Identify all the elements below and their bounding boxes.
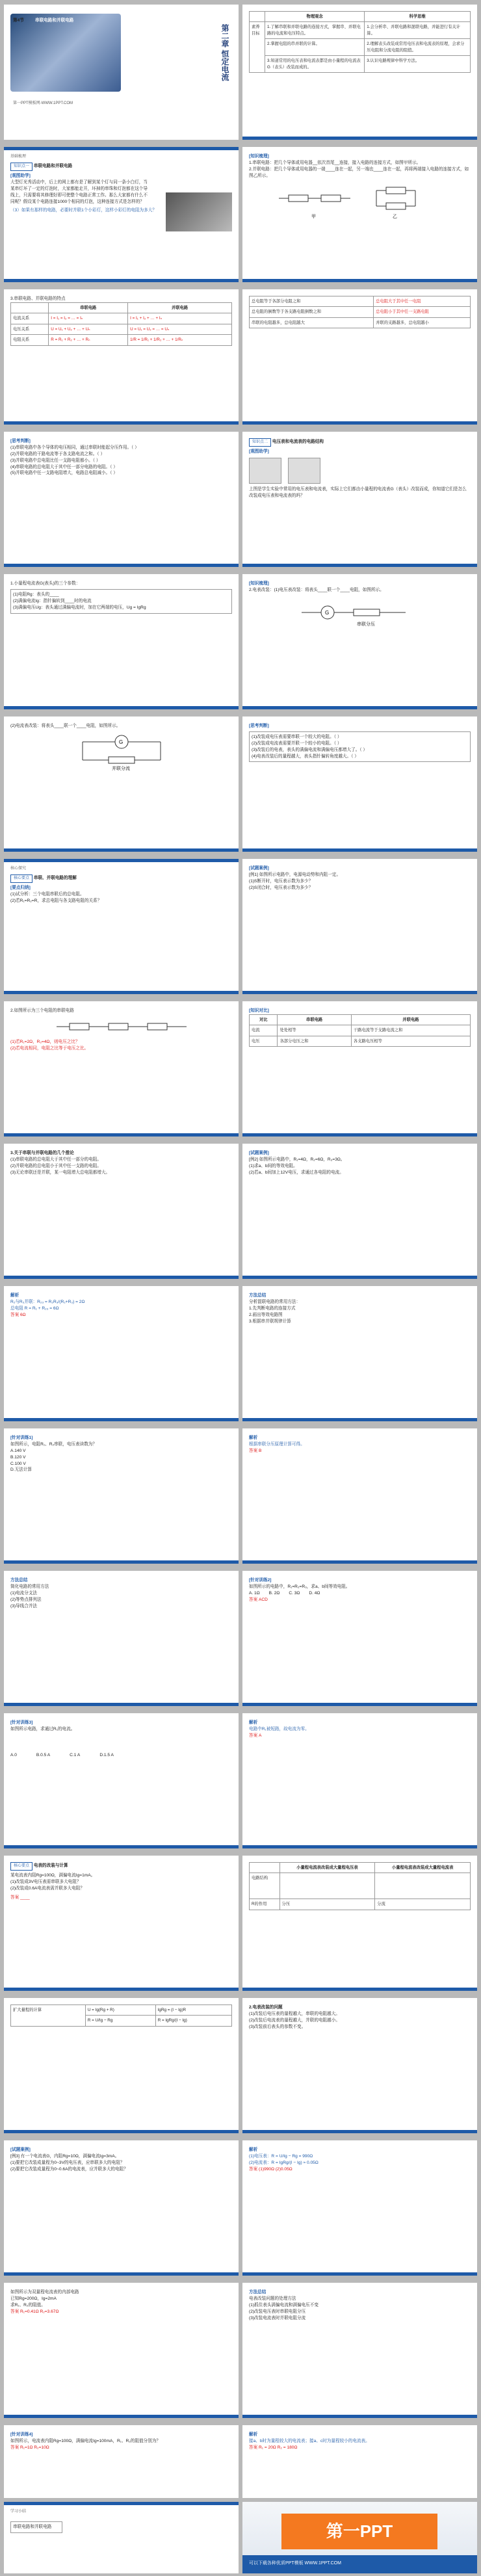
answer: 答案 6Ω <box>10 1312 26 1317</box>
section-heading: [观图助学] <box>10 174 31 178</box>
answer: 答案 R₁=1Ω R₂=10Ω <box>10 2445 49 2450</box>
td: I = I₁ = I₂ = … = Iₙ <box>49 313 128 324</box>
circuit-label: 串联分压 <box>356 622 375 627</box>
obj-cell: 1.会分析串、并联电路和混联电路，并能进行有关计算。 <box>365 22 471 39</box>
td: R = R₁ + R₂ + … + Rₙ <box>49 335 128 345</box>
slide-judge1 <box>4 432 239 567</box>
option: C.100 V <box>10 1461 26 1466</box>
th: 对比 <box>250 1014 278 1025</box>
option: A.0 <box>10 1752 17 1757</box>
option: C.1 A <box>70 1752 81 1757</box>
side-title: 第二章 恒定电流 <box>220 24 229 81</box>
question: [例3] 有一个电流表G，内阻Rg=10Ω，满偏电流Ig=3mA。 <box>10 2153 120 2159</box>
paragraph: 分析混联电路的常用方法： <box>249 1299 301 1304</box>
option: B.120 V <box>10 1454 26 1460</box>
series-parallel-diagram <box>276 182 445 221</box>
section-heading: 解析 <box>249 1720 258 1725</box>
mindmap-root: 串联电路和并联电路 <box>10 2521 62 2533</box>
slide-training3 <box>4 1713 239 1848</box>
slide-solution1 <box>4 1286 239 1421</box>
section-heading: 方法总结 <box>249 1293 266 1298</box>
paragraph: 简化电路的常用方法 <box>10 1584 49 1589</box>
brand-text: 第一PPT模板网-WWW.1PPT.COM <box>13 101 73 105</box>
slide-voltmeter <box>242 574 477 709</box>
th <box>11 302 49 313</box>
paragraph: 3.串联电路、并联电路的特点 <box>10 296 66 301</box>
range-table <box>10 2004 232 2027</box>
list-item: (2)等势点排列法 <box>10 1597 42 1602</box>
section-heading: [针对训练1] <box>10 1436 33 1440</box>
td: 分压 <box>280 1899 375 1910</box>
section-heading: [思考判断] <box>249 724 269 728</box>
question: 如图所示电路，求通过R₁的电流。 <box>10 1726 75 1731</box>
slide-core1 <box>4 859 239 994</box>
ammeter-circuit <box>57 732 187 771</box>
td: 总电阻等于各部分电阻之和 <box>250 296 374 307</box>
slide-solution2 <box>242 1428 477 1564</box>
photo-image <box>166 192 232 231</box>
section-heading: 解析 <box>249 2148 258 2152</box>
svg-text:G: G <box>324 609 329 616</box>
objectives-label: 素养目标 <box>250 22 265 73</box>
td: 总电阻小于其中任一支路电阻 <box>374 307 471 317</box>
cover-title: 串联电路和并联电路 <box>35 18 74 23</box>
nav-tab[interactable]: 基础梳理 <box>10 155 27 159</box>
section-heading: [针对训练3] <box>10 1720 33 1725</box>
slide-solution3 <box>242 1713 477 1848</box>
option: A. 1Ω <box>249 1590 260 1596</box>
judge-item: (5)并联电路中任一支路电阻增大，电路总电阻减小。（ ） <box>10 471 118 476</box>
section-heading: [知识梳理] <box>249 154 269 159</box>
slide-cover <box>4 5 239 140</box>
td: 干路电流等于支路电流之和 <box>351 1025 470 1036</box>
answer: 答案 R₁ = 20Ω R₂ = 180Ω <box>249 2445 298 2450</box>
slide-solution4 <box>242 2140 477 2276</box>
obj-cell: 2.掌握电阻的串并联的计算。 <box>265 39 365 56</box>
point-label: 核心要点 <box>10 874 32 883</box>
question: 如图所示，电流表内阻Rg=100Ω，满偏电流Ig=100mA，R₁、R₂的阻值分别为？ <box>10 2438 161 2443</box>
question: （3）如果有那样的电路，必要时并联1个小彩灯，这样小彩灯的电阻为多大？ <box>10 208 157 213</box>
question: [例1] 如图所示电路中，电源电动势和内阻一定。 <box>249 872 341 877</box>
answer: 答案 A <box>249 1733 262 1738</box>
diagram-label: 乙 <box>392 214 397 219</box>
question: (1)改装成3V电压表需串联多大电阻？ <box>10 1879 81 1884</box>
paragraph: 3.关于串联与并联电路的几个推论 <box>10 1151 74 1155</box>
paragraph: 接a、b时为量程较大的电流表；接a、c时为量程较小的电流表。 <box>249 2438 370 2443</box>
slide-method3 <box>242 2283 477 2418</box>
paragraph: (2)电流表：R = IgRg/(I − Ig) ≈ 0.05Ω <box>249 2160 318 2165</box>
voltmeter-image <box>288 458 320 484</box>
nav-tab[interactable]: 学习小结 <box>10 2510 27 2514</box>
td: 电流关系 <box>11 313 49 324</box>
section-heading: [针对训练4] <box>10 2432 33 2437</box>
list-item: (3)改装前后表头的参数不变。 <box>249 2024 306 2029</box>
judge-item: (1)改装成电压表需要串联一个较大的电阻。（ ） <box>252 734 342 739</box>
list-item: (3)无论串联还是并联，某一电阻增大总电阻都增大。 <box>10 1170 110 1175</box>
paragraph: R₂与R₃并联：R₂₃ = R₂R₃/(R₂+R₃) = 2Ω <box>10 1299 85 1304</box>
ammeter-image <box>249 458 281 484</box>
question: 如图所示，电阻R₁、R₂串联，电压表读数为？ <box>10 1441 97 1447</box>
slide-solution5 <box>242 2425 477 2498</box>
slide-core2: 核心要点 电表的改装与计算 某电流表内阻Rg=100Ω，满偏电流Ig=1mA。 (1)改装成3V电压表需串联多大电阻？ (2)改装成0.6A电流表需并联多大电阻？ 答案 ____ <box>4 1856 239 1991</box>
slide-modify-table <box>242 1856 477 1991</box>
section-heading: [试题案例] <box>249 1151 269 1155</box>
td: 各支路电压相等 <box>351 1036 470 1046</box>
th-left: 物理观念 <box>265 12 365 22</box>
option: D.无法计算 <box>10 1467 32 1473</box>
td: I = I₁ + I₂ + … + Iₙ <box>128 313 232 324</box>
option: B. 2Ω <box>268 1590 280 1596</box>
series-parallel-table <box>10 302 232 346</box>
paragraph: 如图所示为双量程电流表的内部电路 <box>10 2290 79 2294</box>
td: 电流 <box>250 1025 278 1036</box>
obj-cell: 3.知道常用的电压表和电流表都是由小量程的电流表G（表头）改装而成的。 <box>265 56 365 73</box>
compare-table <box>249 1014 471 1047</box>
paragraph: (1)电压表：R = U/Ig − Rg = 990Ω <box>249 2153 313 2159</box>
paragraph: 2.如图所示为三个电阻的串联电路 <box>10 1008 74 1013</box>
judge-item: (1)串联电路中各个导体的电压相同，通过串联时能起分压作用。（ ） <box>10 445 139 450</box>
list-item: (3)改装电流表时并联电阻分流 <box>249 2315 306 2320</box>
paragraph: 2.并联电路：把几个导体或用电器的一端____连在一起，另一端也____连在一起，再将两端接入电路的连接方式，如图乙所示。 <box>249 166 469 178</box>
section-heading: 解析 <box>249 1436 258 1440</box>
answer-line: (2)若电流相同，电阻之比等于电压之比。 <box>10 1045 89 1051</box>
list-item: 3.根据串并联规律计算 <box>249 1319 291 1324</box>
list-item: (2)改装电压表时串联电阻分压 <box>249 2309 306 2314</box>
td: 串联的电阻越多，总电阻越大 <box>250 317 374 328</box>
section-heading: [观图助学] <box>249 449 269 454</box>
answer: 答案 R₁=0.41Ω R₂=3.67Ω <box>10 2309 59 2314</box>
th: 并联电路 <box>351 1014 470 1025</box>
section-heading: 解析 <box>10 1293 20 1298</box>
slide-table2 <box>242 289 477 425</box>
diagram-label: 甲 <box>311 214 316 219</box>
list-item: (2)并联电路的总电阻小于其中任一支路的电阻。 <box>10 1163 101 1168</box>
list-item: (2)改装后电流表的量程越大，并联的电阻越小。 <box>249 2017 340 2023</box>
td: 电压关系 <box>11 324 49 334</box>
td: R = U/Ig − Rg <box>85 2016 155 2026</box>
judge-item: (2)并联电路的干路电流等于各支路电流之和。（ ） <box>10 451 105 456</box>
question: (1)S断开时，电压表示数为多少？ <box>249 878 313 884</box>
paragraph: 电表改装问题的处理方法 <box>249 2296 296 2301</box>
question: (2)改装成0.6A电流表需并联多大电阻？ <box>10 1886 84 1891</box>
modify-table <box>249 1862 471 1910</box>
paragraph: 大型灯光秀活动中，后上的网上都有是了解到某个灯与同一条小白灯，当某串灯坏了一定的灯泡时，大家都能走开，坏掉的串珠和灯泡都在这个导线上，只需要将其修理好即可使整个电路正常工作。那么大家都有什么不同呢？假设某个电路连接1000个相同的灯泡，这种连接方式是怎样的？ <box>10 179 148 204</box>
list-item: (1)串联电路的总电阻大于其中任一部分的电阻。 <box>10 1157 101 1162</box>
option: B.0.5 A <box>36 1752 51 1757</box>
point-title: 串联、并联电路的理解 <box>33 876 77 880</box>
point-label: 知识点二 <box>249 438 271 447</box>
paragraph: 1.串联电路：把几个导体或用电器__依次首尾__连接，接入电路的连接方式，如图甲所示。 <box>249 160 421 165</box>
paragraph: (2)电流表改装：将表头____联一个____电阻，如图所示。 <box>10 724 121 728</box>
td: 扩大量程的计算 <box>11 2005 86 2027</box>
td: 电阻关系 <box>11 335 49 345</box>
td: 并联的支路越多，总电阻越小 <box>374 317 471 328</box>
section-heading: 方法总结 <box>249 2290 266 2294</box>
slide-judge2 <box>242 716 477 852</box>
answer: 答案 ACD <box>249 1597 268 1602</box>
slide-knowledge2 <box>242 432 477 567</box>
slide-objectives <box>242 5 477 140</box>
td: U = U₁ = U₂ = … = Uₙ <box>128 324 232 334</box>
list-item: (1)抓住表头满偏电流和满偏电压不变 <box>249 2302 318 2307</box>
paragraph: 根据串联分压原理计算可得。 <box>249 1441 305 1447</box>
option: D.1.5 A <box>99 1752 114 1757</box>
slide-training4 <box>4 2425 239 2498</box>
judge-item: (2)改装成电流表需要并联一个较小的电阻。（ ） <box>252 741 342 746</box>
td: IgRg = (I − Ig)R <box>155 2005 231 2016</box>
list-item: (3)导线合并法 <box>10 1603 38 1609</box>
list-item: 1.先判断电路的连接方式 <box>249 1306 296 1311</box>
slide-method1 <box>242 1286 477 1421</box>
brand-footer: 可以下载各种优质PPT模板 WWW.1PPT.COM <box>242 2555 477 2573</box>
slide-compare <box>242 1001 477 1137</box>
slide-inference <box>4 1144 239 1279</box>
question: 某电流表内阻Rg=100Ω，满偏电流Ig=1mA。 <box>10 1873 96 1878</box>
td: 总电阻大于其中任一电阻 <box>374 296 471 307</box>
answer: 答案 B <box>249 1448 262 1453</box>
td: U = Ig(Rg + R) <box>85 2005 155 2016</box>
judge-item: (3)改装后的电表，表头的满偏电流和满偏电压都增大了。（ ） <box>252 747 368 752</box>
td: 电压 <box>250 1036 278 1046</box>
th: 串联电路 <box>49 302 128 313</box>
section-heading: [知识对比] <box>249 1008 269 1013</box>
judge-item: (4)串联电路的总电阻大于其中任一部分电路的电阻。（ ） <box>10 464 118 469</box>
td: 分流 <box>375 1899 471 1910</box>
td: 各部分电压之和 <box>278 1036 351 1046</box>
question: (1)试分析：三个电阻串联后的总电阻。 <box>10 891 84 897</box>
th-right: 科学思维 <box>365 12 471 22</box>
list-item: (1)改装后电压表的量程越大，串联的电阻越大。 <box>249 2011 340 2016</box>
slide-ammeter <box>4 716 239 852</box>
point-title: 电表的改装与计算 <box>33 1863 68 1868</box>
param-item: (1)电阻Rg：表头的____ <box>13 592 59 597</box>
th <box>250 1863 280 1873</box>
judge-item: (3)并联电路中总电阻比任一支路电阻都小。（ ） <box>10 458 101 463</box>
option: C. 3Ω <box>289 1590 300 1596</box>
question: (1)求a、b间的等效电阻。 <box>249 1163 298 1168</box>
list-item: 2.画出等效电路图 <box>249 1312 283 1317</box>
section-heading: [试题案例] <box>10 2148 31 2152</box>
param-item: (2)满偏电流Ig：指针偏转到____时的电流 <box>13 598 92 603</box>
section-heading: [针对训练2] <box>249 1578 272 1583</box>
paragraph: 已知Rg=200Ω，Ig=2mA <box>10 2296 57 2301</box>
point-label: 知识点一 <box>10 163 32 171</box>
td: R = IgRg/(I − Ig) <box>155 2016 231 2026</box>
option: A.140 V <box>10 1448 26 1453</box>
slide-example2 <box>242 1144 477 1279</box>
question: (1)要把它改装成量程为0~3V的电压表，应串联多大的电阻？ <box>10 2160 125 2165</box>
th: 小量程电流表改装成大量程电压表 <box>280 1863 375 1873</box>
slide-brand <box>242 2502 477 2573</box>
slide-example3 <box>4 2140 239 2276</box>
slide-series3 <box>4 1001 239 1137</box>
param-item: (3)满偏电压Ug：表头通过满偏电流时，加在它两端的电压，Ug = IgRg <box>13 605 146 610</box>
section-heading: [要点归纳] <box>10 886 31 890</box>
td: 电路结构 <box>250 1873 280 1899</box>
paragraph: 电路中R₁被短路，故电流为零。 <box>249 1726 309 1731</box>
section-heading: [试题案例] <box>249 866 269 871</box>
question: (2)若R₁=R₂=R，求总电阻与各支路电阻的关系？ <box>10 898 102 903</box>
voltmeter-circuit <box>295 596 425 629</box>
svg-text:G: G <box>118 739 123 745</box>
td: R的作用 <box>250 1899 280 1910</box>
point-label: 核心要点 <box>10 1862 32 1871</box>
slide-knowledge1 <box>4 147 239 282</box>
obj-cell: 3.认识电路规律中科学方法。 <box>365 56 471 73</box>
slide-range-calc <box>4 1998 239 2133</box>
paragraph: 2.电表改装：(1)电压表改装：将表头____联一个____电阻，如图所示。 <box>249 587 384 592</box>
slide-meter-issues <box>242 1998 477 2133</box>
circuit-label: 并联分流 <box>111 766 130 771</box>
resistance-table <box>249 296 471 328</box>
section-heading: 方法总结 <box>10 1578 28 1583</box>
th: 串联电路 <box>278 1014 351 1025</box>
paragraph: 求R₁、R₂的阻值。 <box>10 2302 46 2307</box>
td: 总电阻的倒数等于各支路电阻倒数之和 <box>250 307 374 317</box>
slide-example1 <box>242 859 477 994</box>
answer: 答案 (1)990Ω (2)0.05Ω <box>249 2166 292 2172</box>
nav-tab[interactable]: 核心探究 <box>10 867 27 871</box>
objectives-table <box>249 11 471 73</box>
th: 小量程电流表改装成大量程电流表 <box>375 1863 471 1873</box>
question: 如图所示的电路中，R₁=R₂=R₃，求a、b间等效电阻。 <box>249 1584 350 1589</box>
question: (2)若a、b间加上12V电压，求通过各电阻的电流。 <box>249 1170 344 1175</box>
question: [例2] 如图所示电路中，R₁=4Ω，R₂=6Ω，R₃=3Ω。 <box>249 1157 345 1162</box>
answer-line: (1)若R₁=2Ω，R₂=4Ω，则电压之比？ <box>10 1039 80 1044</box>
obj-cell: 2.理解表头改装成常用电压表和电流表的原理，会求分压电阻和分流电阻的阻值。 <box>365 39 471 56</box>
three-resistor-circuit <box>50 1017 193 1036</box>
judge-item: (4)电表改装后的量程越大，表头指针偏转角度越大。（ ） <box>252 754 359 759</box>
section-heading: [知识梳理] <box>249 581 269 586</box>
td: 处处相等 <box>278 1025 351 1036</box>
slide-knowledge-summary <box>242 147 477 282</box>
point-title: 串联电路和并联电路 <box>33 164 73 168</box>
slide-dual-range <box>4 2283 239 2418</box>
paragraph: 总电阻 R = R₁ + R₂₃ = 6Ω <box>10 1306 59 1311</box>
question: (2)S闭合时，电压表示数为多少？ <box>249 885 313 890</box>
option: D. 4Ω <box>309 1590 320 1596</box>
cover-image <box>10 14 121 92</box>
paragraph: 上图是学生实验中常用的电压表和电流表，实际上它们都由小量程的电流表G（表头）改装而成，你知道它们是怎么改装成电压表和电流表的吗？ <box>249 486 467 498</box>
slide-summary <box>4 2502 239 2573</box>
td: U = U₁ + U₂ + … + Uₙ <box>49 324 128 334</box>
paragraph: 1.小量程电流表G(表头)的三个参数： <box>10 581 81 586</box>
slide-table <box>4 289 239 425</box>
section-heading: 解析 <box>249 2432 258 2437</box>
obj-cell: 1.了解串联和并联电路的连接方式，掌握串、并联电路的电流和电压特点。 <box>265 22 365 39</box>
section-label: 第4节 <box>13 18 24 23</box>
slide-meter-params <box>4 574 239 709</box>
td: 1/R = 1/R₁ + 1/R₂ + … + 1/Rₙ <box>128 335 232 345</box>
slide-method2 <box>4 1571 239 1706</box>
section-heading: [思考判断] <box>10 439 31 443</box>
slide-training2 <box>242 1571 477 1706</box>
th: 并联电路 <box>128 302 232 313</box>
paragraph: 2.电表改装的问题 <box>249 2005 283 2010</box>
list-item: (1)电流分支法 <box>10 1590 38 1596</box>
question: (2)要把它改装成量程为0~0.6A的电流表，应并联多大的电阻？ <box>10 2166 128 2172</box>
slide-training1 <box>4 1428 239 1564</box>
point-title: 电压表和电流表的电路结构 <box>272 440 324 444</box>
brand-logo: 第一PPT <box>281 2514 437 2549</box>
